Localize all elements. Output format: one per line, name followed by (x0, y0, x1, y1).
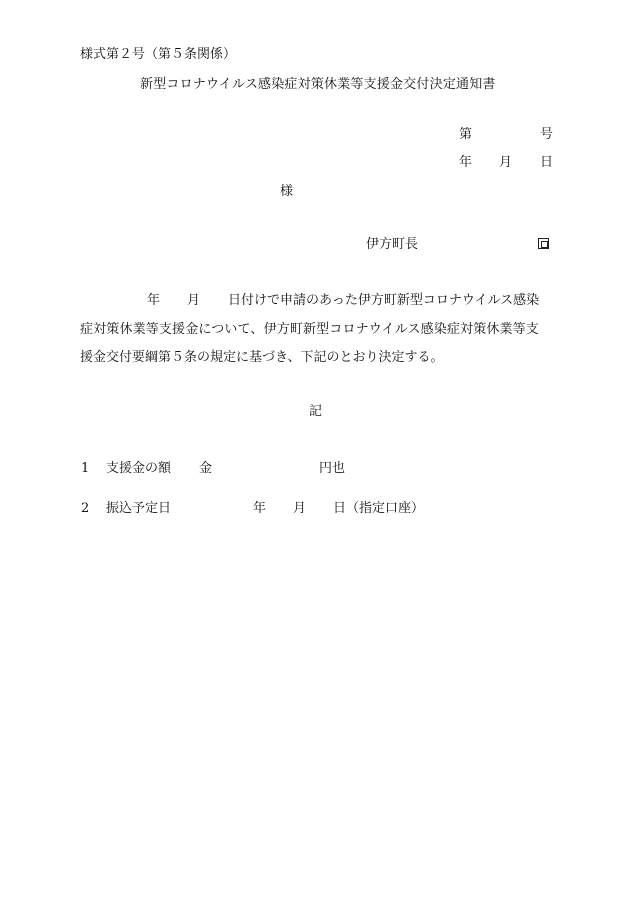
item-1-number: 1 (81, 461, 90, 476)
addressee-honorific: 様 (280, 184, 294, 199)
document-number-prefix: 第 (459, 127, 473, 142)
issue-date-year: 年 (459, 155, 473, 170)
body-year-label: 年 (147, 293, 161, 308)
item-2-number: 2 (81, 501, 90, 516)
document-number-suffix: 号 (540, 127, 554, 142)
ki-heading: 記 (309, 404, 323, 419)
issue-date-month: 月 (499, 155, 513, 170)
document-title: 新型コロナウイルス感染症対策休業等支援金交付決定通知書 (140, 77, 496, 92)
issuer-name: 伊方町長 (366, 237, 419, 252)
body-paragraph-line-2: 症対策休業等支援金について、伊方町新型コロナウイルス感染症対策休業等支 (80, 322, 539, 337)
item-2-label: 振込予定日 (106, 501, 172, 516)
item-2-day-account: 日（指定口座） (333, 501, 425, 516)
form-number: 様式第２号（第５条関係） (80, 47, 237, 62)
body-line-1-text: 日付けで申請のあった伊方町新型コロナウイルス感染 (228, 293, 540, 308)
seal-stamp-icon (538, 238, 549, 249)
item-2-month: 月 (293, 501, 307, 516)
item-1-kin: 金 (199, 461, 213, 476)
body-paragraph-line-3: 援金交付要綱第５条の規定に基づき、下記のとおり決定する。 (80, 350, 444, 365)
body-month-label: 月 (187, 293, 201, 308)
issue-date-day: 日 (540, 155, 554, 170)
item-2-year: 年 (253, 501, 267, 516)
item-1-yen: 円也 (319, 461, 346, 476)
item-1-label: 支援金の額 (106, 461, 172, 476)
